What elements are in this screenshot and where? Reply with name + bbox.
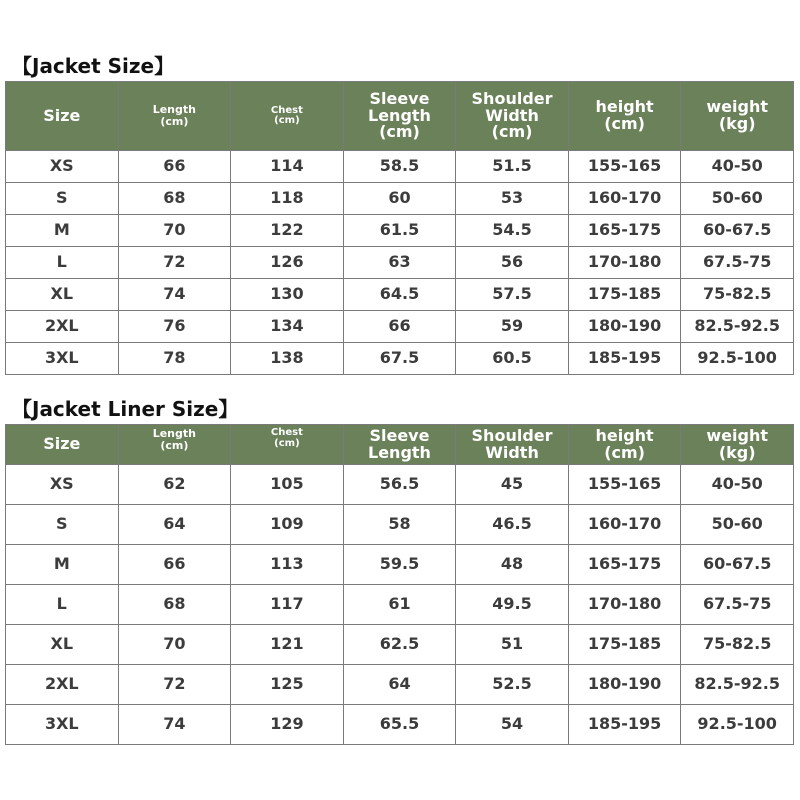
cell-shoulder: 56 (456, 247, 569, 279)
cell-sleeve: 59.5 (343, 545, 456, 585)
cell-weight: 67.5-75 (681, 585, 794, 625)
cell-length: 76 (118, 311, 231, 343)
cell-weight: 75-82.5 (681, 279, 794, 311)
cell-chest: 105 (231, 465, 344, 505)
liner-header-row (6, 425, 794, 465)
cell-chest: 118 (231, 183, 344, 215)
cell-length: 66 (118, 151, 231, 183)
cell-shoulder: 48 (456, 545, 569, 585)
cell-shoulder: 57.5 (456, 279, 569, 311)
cell-size: XS (6, 151, 119, 183)
cell-height: 160-170 (568, 183, 681, 215)
header-height-line: height (595, 426, 654, 445)
table-row (6, 625, 794, 665)
cell-chest: 122 (231, 215, 344, 247)
header-weight (681, 425, 794, 465)
header-length-unit: (cm) (160, 438, 189, 452)
cell-sleeve: 62.5 (343, 625, 456, 665)
header-shoulder (456, 425, 569, 465)
table-row (6, 247, 794, 279)
cell-weight: 40-50 (681, 465, 794, 505)
cell-length: 70 (118, 625, 231, 665)
header-length (118, 82, 231, 151)
cell-chest: 130 (231, 279, 344, 311)
header-weight (681, 82, 794, 151)
header-shoulder-line2: Width (485, 105, 539, 125)
cell-size: M (6, 545, 119, 585)
cell-sleeve: 67.5 (343, 343, 456, 375)
header-chest (231, 425, 344, 465)
table-row (6, 311, 794, 343)
header-shoulder-unit: (cm) (491, 122, 533, 142)
header-weight-line: weight (706, 426, 768, 445)
jacket-liner-size-title: 【Jacket Liner Size】 (12, 397, 239, 421)
cell-height: 185-195 (568, 705, 681, 745)
cell-size: L (6, 585, 119, 625)
cell-chest: 117 (231, 585, 344, 625)
cell-height: 185-195 (568, 343, 681, 375)
header-height-line: height (595, 97, 654, 117)
cell-sleeve: 61.5 (343, 215, 456, 247)
cell-shoulder: 54.5 (456, 215, 569, 247)
table-row (6, 279, 794, 311)
jacket-header-row (6, 82, 794, 151)
cell-length: 72 (118, 247, 231, 279)
cell-sleeve: 60 (343, 183, 456, 215)
cell-size: 3XL (6, 343, 119, 375)
cell-size: XS (6, 465, 119, 505)
header-sleeve-line1: Sleeve (369, 426, 430, 445)
header-sleeve (343, 425, 456, 465)
header-length (118, 425, 231, 465)
header-length-line: Length (152, 103, 196, 117)
cell-size: 3XL (6, 705, 119, 745)
cell-height: 170-180 (568, 247, 681, 279)
header-shoulder-line1: Shoulder (471, 88, 553, 108)
cell-size: XL (6, 625, 119, 665)
table-row (6, 585, 794, 625)
cell-length: 74 (118, 705, 231, 745)
cell-weight: 82.5-92.5 (681, 311, 794, 343)
cell-length: 78 (118, 343, 231, 375)
cell-weight: 50-60 (681, 505, 794, 545)
jacket-size-title: 【Jacket Size】 (12, 54, 175, 78)
table-row (6, 545, 794, 585)
header-sleeve-line2: Length (368, 105, 431, 125)
cell-length: 72 (118, 665, 231, 705)
cell-height: 175-185 (568, 279, 681, 311)
table-row (6, 215, 794, 247)
cell-chest: 129 (231, 705, 344, 745)
cell-chest: 134 (231, 311, 344, 343)
cell-height: 155-165 (568, 465, 681, 505)
cell-shoulder: 60.5 (456, 343, 569, 375)
header-shoulder (456, 82, 569, 151)
cell-weight: 50-60 (681, 183, 794, 215)
cell-weight: 60-67.5 (681, 545, 794, 585)
cell-height: 170-180 (568, 585, 681, 625)
cell-chest: 109 (231, 505, 344, 545)
header-chest-unit: (cm) (274, 115, 300, 126)
cell-height: 175-185 (568, 625, 681, 665)
header-weight-unit: (kg) (718, 114, 756, 133)
header-shoulder-line2: Width (485, 442, 539, 462)
cell-height: 155-165 (568, 151, 681, 183)
cell-chest: 126 (231, 247, 344, 279)
header-length-line: Length (152, 427, 196, 440)
cell-height: 180-190 (568, 665, 681, 705)
cell-shoulder: 53 (456, 183, 569, 215)
jacket-liner-size-table (5, 424, 794, 745)
cell-weight: 92.5-100 (681, 343, 794, 375)
header-size: Size (6, 425, 119, 465)
cell-weight: 67.5-75 (681, 247, 794, 279)
header-height-unit: (cm) (604, 114, 645, 133)
cell-length: 64 (118, 505, 231, 545)
header-sleeve-unit: (cm) (379, 122, 420, 142)
cell-shoulder: 51 (456, 625, 569, 665)
cell-length: 62 (118, 465, 231, 505)
cell-sleeve: 64.5 (343, 279, 456, 311)
cell-weight: 40-50 (681, 151, 794, 183)
cell-weight: 92.5-100 (681, 705, 794, 745)
header-height (568, 82, 681, 151)
header-size: Size (6, 82, 119, 151)
header-weight-line: weight (706, 97, 768, 117)
cell-chest: 125 (231, 665, 344, 705)
cell-sleeve: 64 (343, 665, 456, 705)
cell-size: S (6, 183, 119, 215)
cell-height: 180-190 (568, 311, 681, 343)
cell-shoulder: 46.5 (456, 505, 569, 545)
header-length-unit: (cm) (160, 115, 189, 128)
table-row (6, 183, 794, 215)
header-chest (231, 82, 344, 151)
cell-sleeve: 58.5 (343, 151, 456, 183)
jacket-size-table (5, 81, 794, 375)
header-height (568, 425, 681, 465)
cell-size: XL (6, 279, 119, 311)
cell-length: 70 (118, 215, 231, 247)
cell-length: 66 (118, 545, 231, 585)
header-weight-unit: (kg) (718, 442, 756, 462)
table-row (6, 465, 794, 505)
table-row (6, 151, 794, 183)
cell-size: 2XL (6, 665, 119, 705)
cell-shoulder: 59 (456, 311, 569, 343)
table-row (6, 343, 794, 375)
header-shoulder-line1: Shoulder (471, 426, 553, 445)
header-chest-line: Chest (270, 104, 303, 116)
cell-shoulder: 52.5 (456, 665, 569, 705)
header-chest-line: Chest (270, 427, 303, 438)
cell-shoulder: 54 (456, 705, 569, 745)
header-chest-unit: (cm) (274, 437, 300, 449)
cell-shoulder: 45 (456, 465, 569, 505)
cell-chest: 138 (231, 343, 344, 375)
cell-height: 165-175 (568, 215, 681, 247)
cell-height: 160-170 (568, 505, 681, 545)
cell-sleeve: 65.5 (343, 705, 456, 745)
cell-shoulder: 49.5 (456, 585, 569, 625)
cell-sleeve: 61 (343, 585, 456, 625)
cell-size: 2XL (6, 311, 119, 343)
cell-length: 74 (118, 279, 231, 311)
cell-sleeve: 56.5 (343, 465, 456, 505)
cell-sleeve: 58 (343, 505, 456, 545)
table-row (6, 665, 794, 705)
cell-size: S (6, 505, 119, 545)
cell-weight: 75-82.5 (681, 625, 794, 665)
header-sleeve-line2: Length (368, 442, 431, 462)
cell-length: 68 (118, 585, 231, 625)
cell-shoulder: 51.5 (456, 151, 569, 183)
table-row (6, 505, 794, 545)
cell-weight: 60-67.5 (681, 215, 794, 247)
cell-sleeve: 63 (343, 247, 456, 279)
cell-chest: 121 (231, 625, 344, 665)
cell-sleeve: 66 (343, 311, 456, 343)
header-sleeve-line1: Sleeve (369, 88, 430, 108)
cell-size: M (6, 215, 119, 247)
cell-weight: 82.5-92.5 (681, 665, 794, 705)
cell-size: L (6, 247, 119, 279)
cell-chest: 114 (231, 151, 344, 183)
cell-chest: 113 (231, 545, 344, 585)
header-height-unit: (cm) (604, 442, 645, 462)
cell-height: 165-175 (568, 545, 681, 585)
table-row (6, 705, 794, 745)
cell-length: 68 (118, 183, 231, 215)
header-sleeve (343, 82, 456, 151)
